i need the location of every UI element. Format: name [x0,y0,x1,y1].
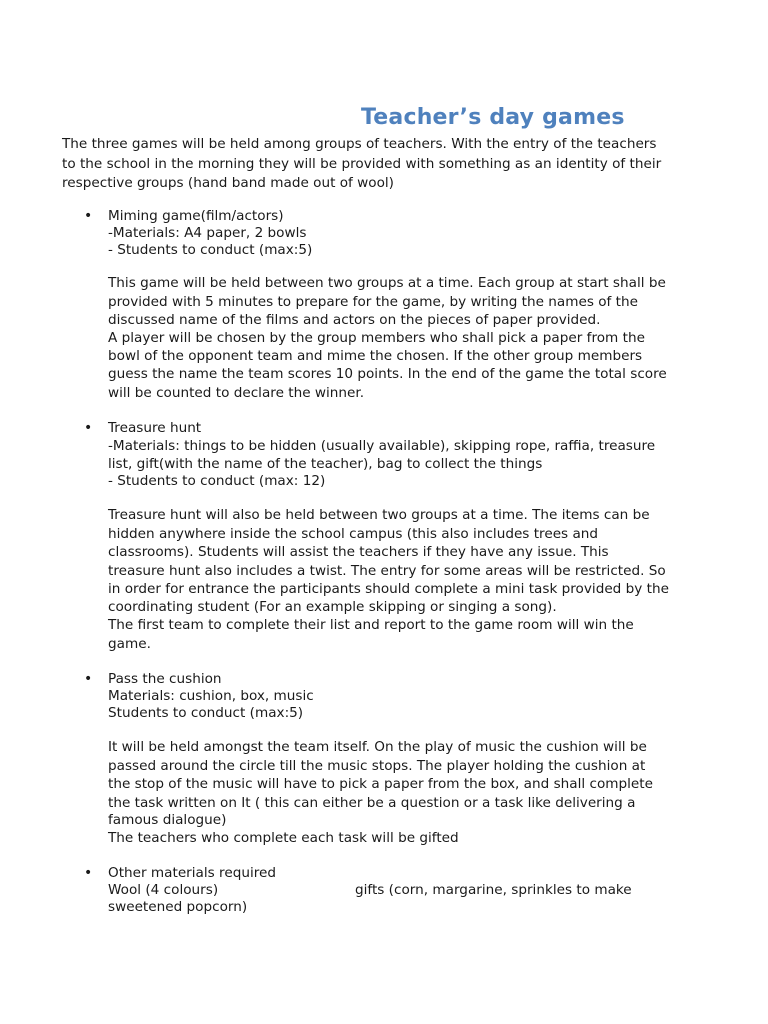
game-students: Students to conduct (max:5) [108,705,304,721]
description-line: Treasure hunt will also be held between two groups at a time. The items can be [108,507,650,523]
description-line: provided with 5 minutes to prepare for the game, by writing the names of the [108,293,638,310]
description-line: passed around the circle till the music stops. The player holding the cushion at [108,757,646,774]
description-line: hidden anywhere inside the school campus (this also includes trees and [108,525,599,542]
other-materials-gifts-text: gifts (corn, margarine, sprinkles to make [355,882,632,898]
other-materials-gifts [355,882,755,899]
description-line: treasure hunt also includes a twist. The entry for some areas will be restricted. So [108,562,666,579]
description-line: It will be held amongst the team itself. On the play of music the cushion will be [108,739,647,755]
description-line: guess the name the team scores 10 points. In the end of the game the total score [108,366,667,383]
game-materials: list, gift(with the name of the teacher), bag to collect the things [108,456,543,472]
game-header-miming [108,208,708,259]
game-name: Miming game(film/actors) [108,208,284,224]
description-line: This game will be held between two groups at a time. Each group at start shall be [108,275,666,291]
description-line: the stop of the music will have to pick a paper from the box, and shall complete [108,776,653,793]
other-materials-header: Other materials required [108,865,277,881]
intro-line: to the school in the morning they will be provided with something as an identity of their [62,155,662,172]
description-line: A player will be chosen by the group members who shall pick a paper from the [108,329,645,346]
bullet-icon: • [84,208,93,224]
game-materials: -Materials: things to be hidden (usually available), skipping rope, raffia, treasure [108,438,656,454]
other-materials-wool: Wool (4 colours) [108,882,219,898]
document-title: Teacher’s day games [361,105,625,130]
description-line: coordinating student (For an example skipping or singing a song). [108,598,557,615]
description-line: will be counted to declare the winner. [108,384,365,401]
description-line: the task written on It ( this can either be a question or a task like delivering a [108,794,636,811]
intro-paragraph [62,135,712,194]
game-materials: Materials: cushion, box, music [108,688,314,704]
intro-line: The three games will be held among groups of teachers. With the entry of the teachers [62,136,657,152]
bullet-icon: • [84,420,93,436]
game-header-pass-the-cushion [108,671,708,722]
other-materials-continuation: sweetened popcorn) [108,899,248,915]
game-students: - Students to conduct (max: 12) [108,473,326,489]
description-line: The teachers who complete each task will be gifted [108,830,459,847]
description-line: discussed name of the films and actors on the pieces of paper provided. [108,312,601,329]
intro-line: respective groups (hand band made out of wool) [62,175,394,191]
game-name: Pass the cushion [108,671,222,687]
game-materials: -Materials: A4 paper, 2 bowls [108,225,307,241]
game-description-miming [108,274,708,403]
bullet-icon: • [84,865,93,881]
game-name: Treasure hunt [108,420,202,436]
description-line: famous dialogue) [108,812,227,829]
game-description-treasure-hunt [108,506,708,653]
description-line: game. [108,635,151,652]
bullet-icon: • [84,671,93,687]
game-students: - Students to conduct (max:5) [108,242,313,258]
description-line: classrooms). Students will assist the teachers if they have any issue. This [108,544,609,561]
description-line: bowl of the opponent team and mime the chosen. If the other group members [108,347,643,364]
description-line: in order for entrance the participants should complete a mini task provided by the [108,581,669,598]
description-line: The first team to complete their list and report to the game room will win the [108,616,634,633]
game-description-pass-the-cushion [108,738,708,848]
game-header-treasure-hunt [108,420,708,490]
